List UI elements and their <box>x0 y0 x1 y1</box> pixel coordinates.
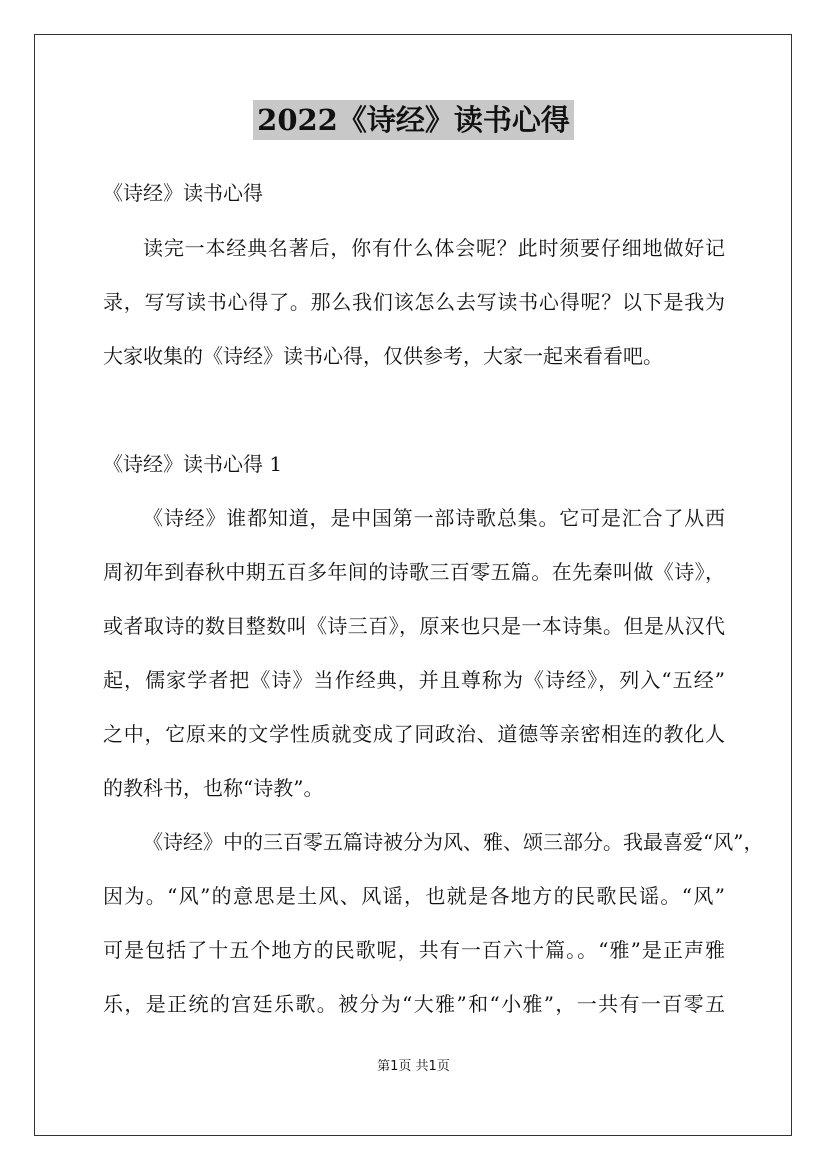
intro-line: 读完一本经典名著后，你有什么体会呢？此时须要仔细地做好记 <box>143 236 725 260</box>
paragraph-line: 可是包括了十五个地方的民歌呢，共有一百六十篇。。“雅”是正声雅 <box>103 938 725 962</box>
paragraph-line: 或者取诗的数目整数叫《诗三百》，原来也只是一本诗集。但是从汉代 <box>103 614 725 638</box>
paragraph-line: 因为。“风”的意思是土风、风谣，也就是各地方的民歌民谣。“风” <box>103 884 725 908</box>
document-subtitle: 《诗经》读书心得 <box>103 181 263 205</box>
page-footer: 第1页 共1页 <box>377 1059 450 1074</box>
title-container <box>0 100 827 140</box>
paragraph-line: 乐，是正统的宫廷乐歌。被分为“大雅”和“小雅”，一共有一百零五 <box>103 992 725 1016</box>
paragraph-line: 之中，它原来的文学性质就变成了同政治、道德等亲密相连的教化人 <box>103 722 725 746</box>
paragraph-line: 《诗经》中的三百零五篇诗被分为风、雅、颂三部分。我最喜爱“风”， <box>143 830 764 854</box>
paragraph-line: 起，儒家学者把《诗》当作经典，并且尊称为《诗经》，列入“五经” <box>103 668 725 692</box>
intro-line: 录，写写读书心得了。那么我们该怎么去写读书心得呢？以下是我为 <box>103 290 725 314</box>
section-heading: 《诗经》读书心得 1 <box>103 452 283 476</box>
paragraph-line: 周初年到春秋中期五百多年间的诗歌三百零五篇。在先秦叫做《诗》， <box>103 560 725 584</box>
paragraph-line: 的教科书，也称“诗教”。 <box>103 776 324 800</box>
intro-line: 大家收集的《诗经》读书心得，仅供参考，大家一起来看看吧。 <box>103 344 663 368</box>
paragraph-line: 《诗经》谁都知道，是中国第一部诗歌总集。它可是汇合了从西 <box>143 506 725 530</box>
document-title: 2022《诗经》读书心得 <box>253 100 574 140</box>
